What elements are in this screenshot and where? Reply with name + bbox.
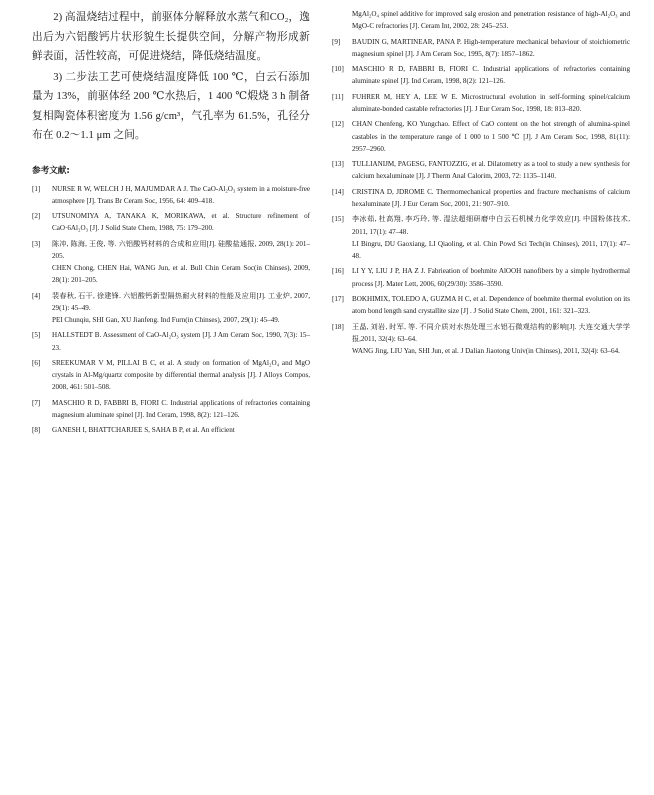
- reference-item: [32, 210, 310, 234]
- reference-citation: UTSUNOMIYA A, TANAKA K, MORIKAWA, et al. Structure refinement of CaO·6Al₂O₃ [J]. J Solid State Chem, 1988, 75: 179–200.: [52, 212, 310, 233]
- reference-text: [352, 213, 630, 262]
- reference-item: [332, 293, 630, 317]
- reference-item: [332, 118, 630, 155]
- reference-item: [32, 329, 310, 353]
- reference-item: [32, 397, 310, 421]
- reference-number: [9]: [332, 37, 341, 46]
- reference-citation: 陈冲, 陈海, 王俊, 等. 六铝酸钙材料的合成和应用[J]. 硅酸盐通报, 2009, 28(1): 201–205.: [52, 239, 310, 260]
- reference-citation: MASCHIO R D, FABBRI B, FIORI C. Industrial applications of refractories containing magnesium aluminate spinel [J]. Ind Ceram, 1998, 8(2): 121–126.: [52, 398, 310, 420]
- left-column: [32, 8, 310, 440]
- reference-text: [52, 357, 310, 394]
- reference-citation: 裴春秋, 石干, 徐建锋. 六铝酸钙新型隔热耐火材料的性能及应用[J]. 工业炉, 2007, 29(1): 45–49.: [52, 291, 310, 312]
- reference-item: [32, 183, 310, 207]
- reference-citation: CRISTINA D, JDROME C. Thermomechanical properties and fracture mechanisms of calcium hexaluminate [J]. J Eur Ceram Soc, 2001, 21: 907–910.: [352, 187, 630, 208]
- reference-text: [352, 186, 630, 210]
- reference-number: [1]: [32, 184, 41, 193]
- reference-english-translation: LI Bingru, DU Gaoxiang, LI Qiaoling, et al. Chin Powd Sci Tech(in Chinses), 2011, 17(1): 47–48.: [352, 239, 630, 260]
- reference-item: [32, 290, 310, 327]
- reference-citation: MASCHIO R D, FABBRI B, FIORI C. Industrial applications of refractories containing aluminate spinel [J]. Ind Ceram, 1998, 8(2): 121–126.: [352, 65, 630, 86]
- reference-8-continuation: MgAl₂O₄ spinel additive for improved salg erosion and penetration resistance of high-Al₂O₃ and MgO-C refractories [J]. Ceram Int, 2002, 28: 245–253.: [352, 10, 630, 31]
- reference-citation: TULLIANIJM, PAGESG, FANTOZZIG, et al. Dilatometry as a tool to study a new synthesis for calcium hexaluminate [J]. J Therm Anal Calorim, 2003, 72: 1135–1140.: [352, 160, 630, 181]
- reference-citation: CHAN Chenfeng, KO Yungchao. Effect of CaO content on the hot strength of alumina-spinel castables in the temperature range of 1 000 to 1 500 ℃ [J]. J Am Ceram Soc, 1998, 81(11): 2957–2960.: [352, 120, 630, 153]
- conclusion-paragraph-3: 3) 二步法工艺可使烧结温度降低 100 ℃，白云石添加量为 13%，前驱体经 200 ℃水热后，1 400 ℃煅烧 3 h 制备复相陶瓷体积密度为 1.56 g/cm³，气孔率为 61.5%，孔径分布在 0.2～1.1 μm 之间。: [32, 71, 310, 141]
- reference-text: [352, 293, 630, 317]
- reference-item: [332, 213, 630, 262]
- reference-text: [352, 158, 630, 182]
- reference-item: [332, 36, 630, 60]
- reference-number: [3]: [32, 239, 41, 248]
- reference-text: [352, 36, 630, 60]
- reference-number: [6]: [32, 359, 41, 368]
- reference-text: [52, 183, 310, 207]
- reference-citation: LI Y Y, LIU J P, HA Z J. Fabrieation of boehmite AlOOH nanofibers by a simple hydrothermal process [J]. Mater Lett, 2006, 60(29/30): 3586–3590.: [352, 267, 630, 288]
- reference-text: [52, 238, 310, 287]
- reference-citation: 王晶, 刘岩, 时军, 等. 不同介质对水热处理三水铝石微观结构的影响[J]. 大连交通大学学报,2011, 32(4): 63–64.: [352, 322, 630, 343]
- reference-item: [332, 158, 630, 182]
- reference-text: [52, 210, 310, 234]
- reference-text: [52, 397, 310, 421]
- reference-english-translation: PEI Chunqiu, SHI Gan, XU Jianfeng. Ind Furn(in Chinses), 2007, 29(1): 45–49.: [52, 316, 280, 325]
- references-list-right: [332, 36, 630, 358]
- reference-item: [32, 238, 310, 287]
- reference-number: [13]: [332, 160, 344, 169]
- reference-text: [352, 265, 630, 289]
- reference-item: [32, 424, 310, 436]
- reference-item: [332, 63, 630, 87]
- reference-citation: GANESH I, BHATTCHARJEE S, SAHA B P, et al. An efficient: [52, 426, 235, 435]
- reference-number: [10]: [332, 65, 344, 74]
- reference-number: [4]: [32, 291, 41, 300]
- reference-citation: BOKHIMIX, TOLEDO A, GUZMA H C, et al. Dependence of boehmite thermal evolution on its atom bond length sand crystallite size [J] . J Solid State Chem, 2001, 161: 321–323.: [352, 294, 630, 316]
- right-column: [332, 8, 630, 360]
- reference-citation: BAUDIN G, MARTINEAR, PANA P. High-temperature mechanical behaviour of stoichiometric magnesium spinel [J]. J Am Ceram Soc, 1995, 8(7): 1857–1862.: [352, 37, 630, 58]
- reference-item: [332, 265, 630, 289]
- reference-citation: HALLSTEDT B. Assessment of CaO-Al₂O₃ system [J]. J Am Ceram Soc, 1990, 7(3): 15–23.: [52, 331, 310, 352]
- reference-number: [17]: [332, 294, 344, 303]
- reference-citation: FUHRER M, HEY A, LEE W E. Microstructural evolution in self-forming spinel/calcium aluminate-bonded castable refractories [J]. J Eur Ceram Soc, 1998, 18: 813–820.: [352, 92, 630, 113]
- reference-item: [332, 186, 630, 210]
- reference-citation: SREEKUMAR V M, PILLAI B C, et al. A study on formation of MgAl₂O₄ and MgO crystals in Al-Mg/quartz composite by differential thermal analysis [J]. J Alloys Compos, 2008, 461: 501–508.: [52, 359, 310, 392]
- reference-text: [352, 63, 630, 87]
- reference-number: [8]: [32, 426, 41, 435]
- reference-citation: NURSE R W, WELCH J H, MAJUMDAR A J. The CaO-Al₂O₃ system in a moisture-free atmosphere [J]. Trans Br Ceram Soc, 1956, 64: 409–418.: [52, 184, 310, 205]
- reference-number: [5]: [32, 331, 41, 340]
- reference-text: [52, 424, 310, 436]
- reference-text: [52, 329, 310, 353]
- reference-number: [7]: [32, 398, 41, 407]
- references-list-left: [32, 183, 310, 437]
- reference-number: [14]: [332, 187, 344, 196]
- reference-english-translation: WANG Jing, LIU Yan, SHI Jun, et al. J Dalian Jiaotong Univ(in Chinses), 2011, 32(4): 63–64.: [352, 346, 620, 355]
- reference-english-translation: CHEN Chong, CHEN Hai, WANG Jun, et al. Bull Chin Ceram Soc(in Chinses), 2009, 28(1): 201–205.: [52, 264, 310, 285]
- references-heading: 参考文献:: [32, 165, 70, 176]
- reference-number: [11]: [332, 92, 344, 101]
- reference-citation: 李冰茹, 杜高翔, 李巧玲, 等. 湿法超细研磨中白云石机械力化学效应[J]. 中国粉体技术, 2011, 17(1): 47–48.: [352, 215, 630, 236]
- reference-text: [352, 321, 630, 358]
- reference-number: [2]: [32, 212, 41, 221]
- reference-item: [32, 357, 310, 394]
- reference-number: [16]: [332, 267, 344, 276]
- reference-item: [332, 321, 630, 358]
- reference-item: [332, 91, 630, 115]
- reference-text: [352, 91, 630, 115]
- reference-number: [12]: [332, 120, 344, 129]
- conclusion-paragraph-2: 2) 高温烧结过程中，前驱体分解释放水蒸气和CO₂，逸出后为六铝酸钙片状形貌生长提供空间，分解产物形成新鲜表面，活性较高，可促进烧结，降低烧结温度。: [32, 12, 310, 62]
- reference-text: [352, 118, 630, 155]
- reference-number: [15]: [332, 215, 344, 224]
- reference-text: [52, 290, 310, 327]
- reference-number: [18]: [332, 322, 344, 331]
